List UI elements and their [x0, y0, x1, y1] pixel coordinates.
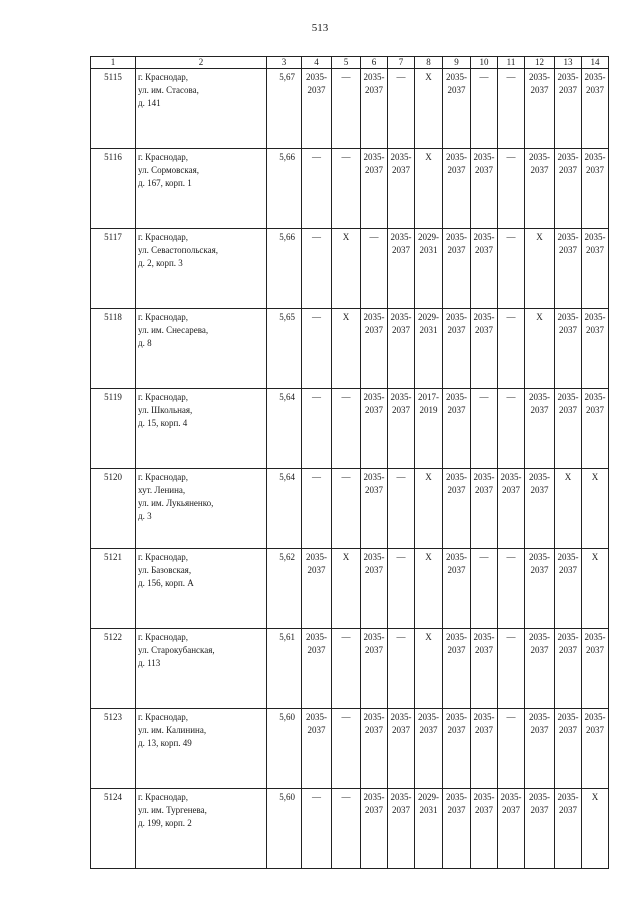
- address-cell: г. Краснодар, ул. им. Тургенева, д. 199, корп. 2: [136, 789, 267, 869]
- address-cell: г. Краснодар, ул. Базовская, д. 156, корп. А: [136, 549, 267, 629]
- period-cell: —: [302, 789, 332, 869]
- period-cell: 2035- 2037: [361, 789, 388, 869]
- period-cell: 2035- 2037: [471, 469, 498, 549]
- period-cell: 2035- 2037: [302, 69, 332, 149]
- value-cell: 5,64: [267, 469, 302, 549]
- period-cell: 2035- 2037: [555, 69, 582, 149]
- period-cell: —: [388, 629, 415, 709]
- period-cell: 2035- 2037: [471, 309, 498, 389]
- period-cell: 2035- 2037: [415, 709, 443, 789]
- period-cell: 2035- 2037: [471, 789, 498, 869]
- period-cell: —: [388, 469, 415, 549]
- column-header: 7: [388, 57, 415, 69]
- period-cell: Х: [525, 309, 555, 389]
- address-cell: г. Краснодар, ул. им. Снесарева, д. 8: [136, 309, 267, 389]
- period-cell: Х: [525, 229, 555, 309]
- period-cell: 2035- 2037: [388, 149, 415, 229]
- period-cell: 2035- 2037: [555, 309, 582, 389]
- period-cell: —: [498, 629, 525, 709]
- column-header: 3: [267, 57, 302, 69]
- row-id: 5124: [91, 789, 136, 869]
- address-cell: г. Краснодар, ул. Школьная, д. 15, корп. 4: [136, 389, 267, 469]
- period-cell: 2035- 2037: [471, 709, 498, 789]
- period-cell: 2035- 2037: [361, 389, 388, 469]
- table-body: [91, 57, 609, 869]
- table-row: [91, 389, 609, 469]
- column-header: 12: [525, 57, 555, 69]
- period-cell: —: [332, 789, 361, 869]
- period-cell: —: [498, 69, 525, 149]
- period-cell: Х: [415, 149, 443, 229]
- period-cell: Х: [582, 469, 609, 549]
- period-cell: 2035- 2037: [555, 389, 582, 469]
- period-cell: 2029- 2031: [415, 789, 443, 869]
- period-cell: 2035- 2037: [525, 629, 555, 709]
- column-header: 2: [136, 57, 267, 69]
- period-cell: —: [332, 389, 361, 469]
- address-cell: г. Краснодар, ул. им. Калинина, д. 13, корп. 49: [136, 709, 267, 789]
- period-cell: 2035- 2037: [361, 709, 388, 789]
- table-row: [91, 709, 609, 789]
- period-cell: —: [332, 709, 361, 789]
- period-cell: 2035- 2037: [361, 469, 388, 549]
- period-cell: 2035- 2037: [525, 469, 555, 549]
- period-cell: —: [388, 69, 415, 149]
- value-cell: 5,65: [267, 309, 302, 389]
- period-cell: 2035- 2037: [302, 629, 332, 709]
- table-row: [91, 549, 609, 629]
- period-cell: 2035- 2037: [361, 309, 388, 389]
- address-cell: г. Краснодар, хут. Ленина, ул. им. Лукьяненко, д. 3: [136, 469, 267, 549]
- period-cell: 2035- 2037: [388, 789, 415, 869]
- period-cell: —: [332, 149, 361, 229]
- period-cell: 2035- 2037: [582, 229, 609, 309]
- column-header: 10: [471, 57, 498, 69]
- period-cell: 2035- 2037: [302, 549, 332, 629]
- period-cell: 2017- 2019: [415, 389, 443, 469]
- period-cell: —: [332, 469, 361, 549]
- period-cell: —: [361, 229, 388, 309]
- row-id: 5123: [91, 709, 136, 789]
- period-cell: Х: [332, 309, 361, 389]
- column-header: 4: [302, 57, 332, 69]
- period-cell: 2035- 2037: [498, 789, 525, 869]
- period-cell: 2029- 2031: [415, 309, 443, 389]
- period-cell: 2035- 2037: [525, 549, 555, 629]
- period-cell: —: [471, 549, 498, 629]
- period-cell: —: [471, 69, 498, 149]
- table-row: [91, 789, 609, 869]
- row-id: 5119: [91, 389, 136, 469]
- period-cell: 2035- 2037: [443, 149, 471, 229]
- address-cell: г. Краснодар, ул. Сормовская, д. 167, корп. 1: [136, 149, 267, 229]
- period-cell: Х: [415, 469, 443, 549]
- period-cell: 2035- 2037: [555, 629, 582, 709]
- period-cell: 2035- 2037: [582, 709, 609, 789]
- value-cell: 5,66: [267, 229, 302, 309]
- column-header: 6: [361, 57, 388, 69]
- period-cell: —: [302, 469, 332, 549]
- period-cell: 2035- 2037: [443, 469, 471, 549]
- period-cell: 2035- 2037: [555, 709, 582, 789]
- period-cell: 2035- 2037: [471, 149, 498, 229]
- period-cell: —: [471, 389, 498, 469]
- table-row: [91, 629, 609, 709]
- period-cell: Х: [555, 469, 582, 549]
- value-cell: 5,60: [267, 709, 302, 789]
- value-cell: 5,60: [267, 789, 302, 869]
- address-cell: г. Краснодар, ул. Старокубанская, д. 113: [136, 629, 267, 709]
- period-cell: 2035- 2037: [582, 309, 609, 389]
- row-id: 5118: [91, 309, 136, 389]
- period-cell: 2035- 2037: [555, 549, 582, 629]
- period-cell: 2035- 2037: [582, 389, 609, 469]
- period-cell: 2035- 2037: [498, 469, 525, 549]
- period-cell: 2035- 2037: [443, 629, 471, 709]
- period-cell: —: [498, 389, 525, 469]
- period-cell: 2035- 2037: [443, 69, 471, 149]
- period-cell: —: [498, 149, 525, 229]
- period-cell: 2035- 2037: [388, 229, 415, 309]
- period-cell: 2035- 2037: [525, 709, 555, 789]
- period-cell: 2035- 2037: [443, 789, 471, 869]
- period-cell: 2035- 2037: [443, 309, 471, 389]
- period-cell: —: [332, 69, 361, 149]
- period-cell: 2035- 2037: [525, 149, 555, 229]
- period-cell: Х: [582, 549, 609, 629]
- column-header: 14: [582, 57, 609, 69]
- period-cell: 2035- 2037: [388, 389, 415, 469]
- page-number: 513: [311, 22, 329, 34]
- period-cell: 2035- 2037: [525, 69, 555, 149]
- period-cell: 2029- 2031: [415, 229, 443, 309]
- period-cell: 2035- 2037: [443, 389, 471, 469]
- period-cell: 2035- 2037: [388, 709, 415, 789]
- period-cell: —: [302, 309, 332, 389]
- period-cell: 2035- 2037: [582, 149, 609, 229]
- period-cell: Х: [415, 549, 443, 629]
- column-header: 8: [415, 57, 443, 69]
- period-cell: 2035- 2037: [361, 149, 388, 229]
- address-cell: г. Краснодар, ул. им. Стасова, д. 141: [136, 69, 267, 149]
- period-cell: —: [302, 149, 332, 229]
- row-id: 5115: [91, 69, 136, 149]
- period-cell: 2035- 2037: [443, 549, 471, 629]
- column-header: 13: [555, 57, 582, 69]
- row-id: 5116: [91, 149, 136, 229]
- period-cell: 2035- 2037: [525, 789, 555, 869]
- value-cell: 5,61: [267, 629, 302, 709]
- address-cell: г. Краснодар, ул. Севастопольская, д. 2, корп. 3: [136, 229, 267, 309]
- period-cell: 2035- 2037: [471, 229, 498, 309]
- register-table: [90, 56, 609, 869]
- period-cell: 2035- 2037: [582, 629, 609, 709]
- period-cell: Х: [332, 549, 361, 629]
- period-cell: —: [332, 629, 361, 709]
- period-cell: —: [302, 389, 332, 469]
- period-cell: —: [498, 709, 525, 789]
- table-row: [91, 469, 609, 549]
- period-cell: 2035- 2037: [443, 229, 471, 309]
- table-row: [91, 149, 609, 229]
- period-cell: 2035- 2037: [361, 549, 388, 629]
- period-cell: 2035- 2037: [555, 229, 582, 309]
- period-cell: Х: [415, 629, 443, 709]
- period-cell: 2035- 2037: [471, 629, 498, 709]
- row-id: 5122: [91, 629, 136, 709]
- value-cell: 5,64: [267, 389, 302, 469]
- period-cell: 2035- 2037: [302, 709, 332, 789]
- period-cell: —: [498, 229, 525, 309]
- value-cell: 5,66: [267, 149, 302, 229]
- table-row: [91, 229, 609, 309]
- period-cell: Х: [582, 789, 609, 869]
- period-cell: 2035- 2037: [555, 789, 582, 869]
- column-header: 9: [443, 57, 471, 69]
- table-row: [91, 69, 609, 149]
- value-cell: 5,62: [267, 549, 302, 629]
- column-header: 5: [332, 57, 361, 69]
- period-cell: Х: [415, 69, 443, 149]
- period-cell: —: [302, 229, 332, 309]
- period-cell: 2035- 2037: [582, 69, 609, 149]
- period-cell: 2035- 2037: [361, 629, 388, 709]
- column-header: 11: [498, 57, 525, 69]
- row-id: 5117: [91, 229, 136, 309]
- period-cell: 2035- 2037: [525, 389, 555, 469]
- header-row: [91, 57, 609, 69]
- period-cell: —: [498, 309, 525, 389]
- row-id: 5120: [91, 469, 136, 549]
- value-cell: 5,67: [267, 69, 302, 149]
- table-row: [91, 309, 609, 389]
- period-cell: 2035- 2037: [443, 709, 471, 789]
- period-cell: 2035- 2037: [388, 309, 415, 389]
- row-id: 5121: [91, 549, 136, 629]
- period-cell: Х: [332, 229, 361, 309]
- period-cell: —: [498, 549, 525, 629]
- period-cell: 2035- 2037: [361, 69, 388, 149]
- period-cell: 2035- 2037: [555, 149, 582, 229]
- period-cell: —: [388, 549, 415, 629]
- column-header: 1: [91, 57, 136, 69]
